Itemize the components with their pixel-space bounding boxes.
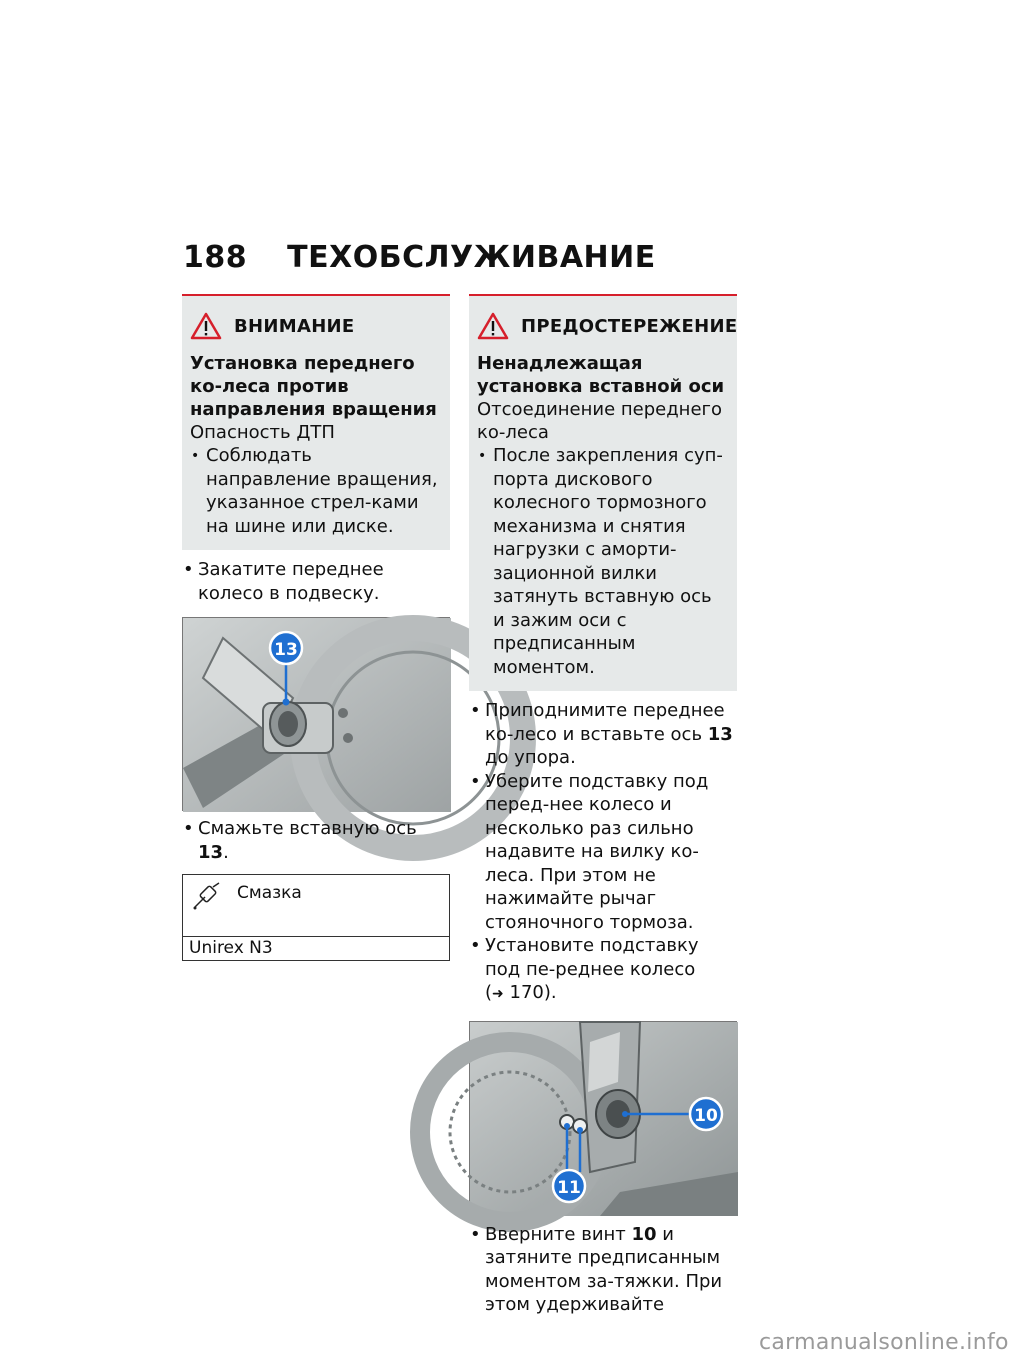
warning-subtitle: Опасность ДТП	[190, 422, 335, 443]
grease-table	[182, 874, 450, 961]
caution-header	[477, 312, 738, 340]
grease-value: Unirex N3	[189, 938, 273, 958]
caution-subtitle: Отсоединение переднего ко-леса	[477, 399, 722, 443]
caution-box	[469, 294, 737, 691]
grease-header	[183, 875, 449, 937]
warning-title: ВНИМАНИЕ	[234, 315, 355, 337]
page-ref-arrow-icon: ➜	[492, 986, 504, 1002]
grease-gun-icon	[191, 881, 223, 911]
clamp-photo	[469, 1021, 737, 1215]
step-grease-axle: • Смажьте вставную ось 13.	[182, 817, 450, 864]
callout-11: 11	[557, 1177, 581, 1198]
axle-illustration	[183, 618, 451, 812]
warning-box	[182, 294, 450, 550]
page-header	[183, 240, 656, 275]
callout-10: 10	[694, 1105, 718, 1126]
warning-bullet: • Соблюдать направление вращения, указанное стрел-ками на шине или диске.	[190, 444, 440, 538]
step-remove-stand: • Уберите подставку под перед-нее колесо и несколько раз сильно надавите на вилку ко-леса. При этом не нажимайте рычаг стояночного тормоза.	[469, 770, 737, 935]
caution-heading: Ненадлежащая установка вставной оси	[477, 353, 725, 397]
page-ref-link[interactable]: 170	[509, 982, 544, 1003]
caution-title: ПРЕДОСТЕРЕЖЕНИЕ	[521, 315, 738, 337]
section-title: ТЕХОБСЛУЖИВАНИЕ	[287, 240, 656, 275]
warning-header	[190, 312, 440, 340]
left-column	[182, 294, 450, 961]
callout-13: 13	[274, 640, 298, 660]
grease-label: Смазка	[237, 883, 302, 903]
warning-heading: Установка переднего ко-леса против направления вращения	[190, 353, 437, 420]
step-roll-wheel: • Закатите переднее колесо в подвеску.	[182, 558, 450, 605]
page-number: 188	[183, 240, 248, 275]
caution-bullet: • После закрепления суп-порта дискового колесного тормозного механизма и снятия нагрузки с аморти-зационной вилки затянуть вставную ось и зажим оси с предписанным моментом.	[477, 444, 727, 679]
right-column	[469, 294, 737, 1317]
axle-photo	[182, 617, 450, 811]
warning-triangle-icon	[190, 312, 222, 340]
step-screw-bolt: • Вверните винт 10 и затяните предписанным моментом за-тяжки. При этом удерживайте	[469, 1223, 737, 1317]
step-lift-wheel: • Приподнимите переднее ко-лесо и вставьте ось 13 до упора.	[469, 699, 737, 770]
warning-triangle-icon	[477, 312, 509, 340]
step-install-stand: • Установите подставку под пе-реднее колесо (➜ 170).	[469, 934, 737, 1007]
clamp-illustration	[470, 1022, 738, 1216]
footer-watermark: carmanualsonline.info	[759, 1330, 1009, 1355]
